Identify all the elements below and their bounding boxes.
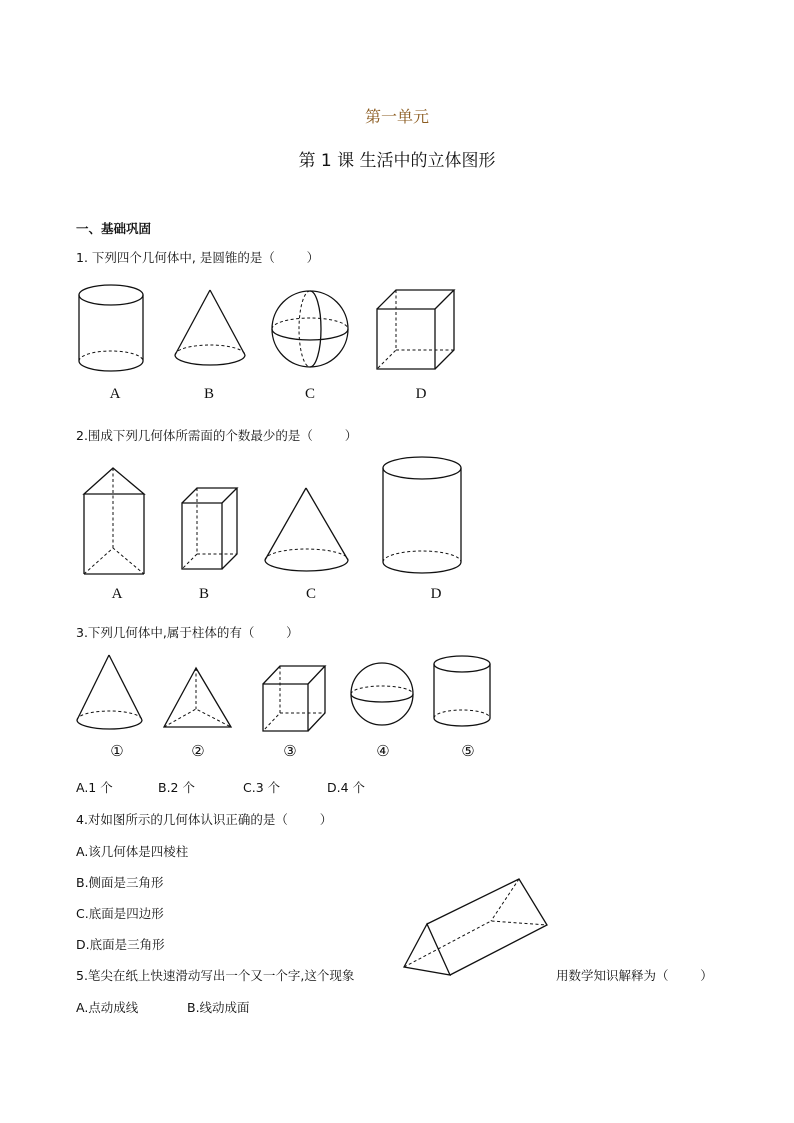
- q2-triangular-prism-figure: [83, 466, 149, 576]
- q3-cone-figure: [76, 654, 144, 734]
- q2-label-a: A: [111, 586, 123, 602]
- question-4-text: 4.对如图所示的几何体认识正确的是（ ）: [76, 812, 333, 827]
- q3-label-1: ①: [110, 744, 124, 760]
- q4-option-a: A.该几何体是四棱柱: [76, 844, 189, 859]
- q3-triangular-pyramid-figure: [163, 667, 233, 729]
- q3-option-b: B.2 个: [158, 780, 195, 795]
- q1-label-c: C: [304, 386, 315, 402]
- q3-option-c: C.3 个: [243, 780, 281, 795]
- q3-label-3: ③: [283, 744, 297, 760]
- section-title: 一、基础巩固: [76, 221, 152, 236]
- q1-cube-figure: [376, 289, 456, 373]
- unit-title: 第一单元: [364, 107, 429, 126]
- question-5-text-end: 用数学知识解释为（ ）: [556, 968, 713, 983]
- q3-option-d: D.4 个: [327, 780, 366, 795]
- q2-cone-figure: [264, 487, 350, 577]
- q3-cylinder-figure: [433, 655, 493, 729]
- q3-label-5: ⑤: [461, 744, 475, 760]
- q1-cylinder-figure: [78, 284, 148, 374]
- q5-option-b: B.线动成面: [187, 1000, 250, 1015]
- q1-sphere-figure: [271, 290, 351, 370]
- question-1-text: 1. 下列四个几何体中, 是圆锥的是（ ）: [76, 250, 320, 265]
- q4-triangular-prism-figure: [403, 878, 551, 978]
- q1-cone-figure: [174, 289, 246, 369]
- question-2-text: 2.围成下列几何体所需面的个数最少的是（ ）: [76, 428, 358, 443]
- q2-label-c: C: [305, 586, 316, 602]
- q1-label-a: A: [109, 386, 121, 402]
- q2-rectangular-prism-figure: [181, 487, 241, 571]
- q1-label-d: D: [415, 386, 427, 402]
- q4-option-b: B.侧面是三角形: [76, 875, 164, 890]
- q3-label-2: ②: [191, 744, 205, 760]
- q2-label-d: D: [430, 586, 442, 602]
- question-5-text-start: 5.笔尖在纸上快速滑动写出一个又一个字,这个现象: [76, 968, 355, 983]
- q1-label-b: B: [203, 386, 214, 402]
- q3-sphere-figure: [350, 662, 416, 728]
- q3-cube-figure: [262, 665, 328, 733]
- q3-option-a: A.1 个: [76, 780, 113, 795]
- question-3-text: 3.下列几何体中,属于柱体的有（ ）: [76, 625, 299, 640]
- q3-label-4: ④: [376, 744, 390, 760]
- q4-option-d: D.底面是三角形: [76, 937, 165, 952]
- q2-cylinder-figure: [382, 456, 466, 578]
- q4-option-c: C.底面是四边形: [76, 906, 164, 921]
- q2-label-b: B: [198, 586, 209, 602]
- q5-option-a: A.点动成线: [76, 1000, 139, 1015]
- lesson-title: 第 1 课 生活中的立体图形: [298, 151, 496, 171]
